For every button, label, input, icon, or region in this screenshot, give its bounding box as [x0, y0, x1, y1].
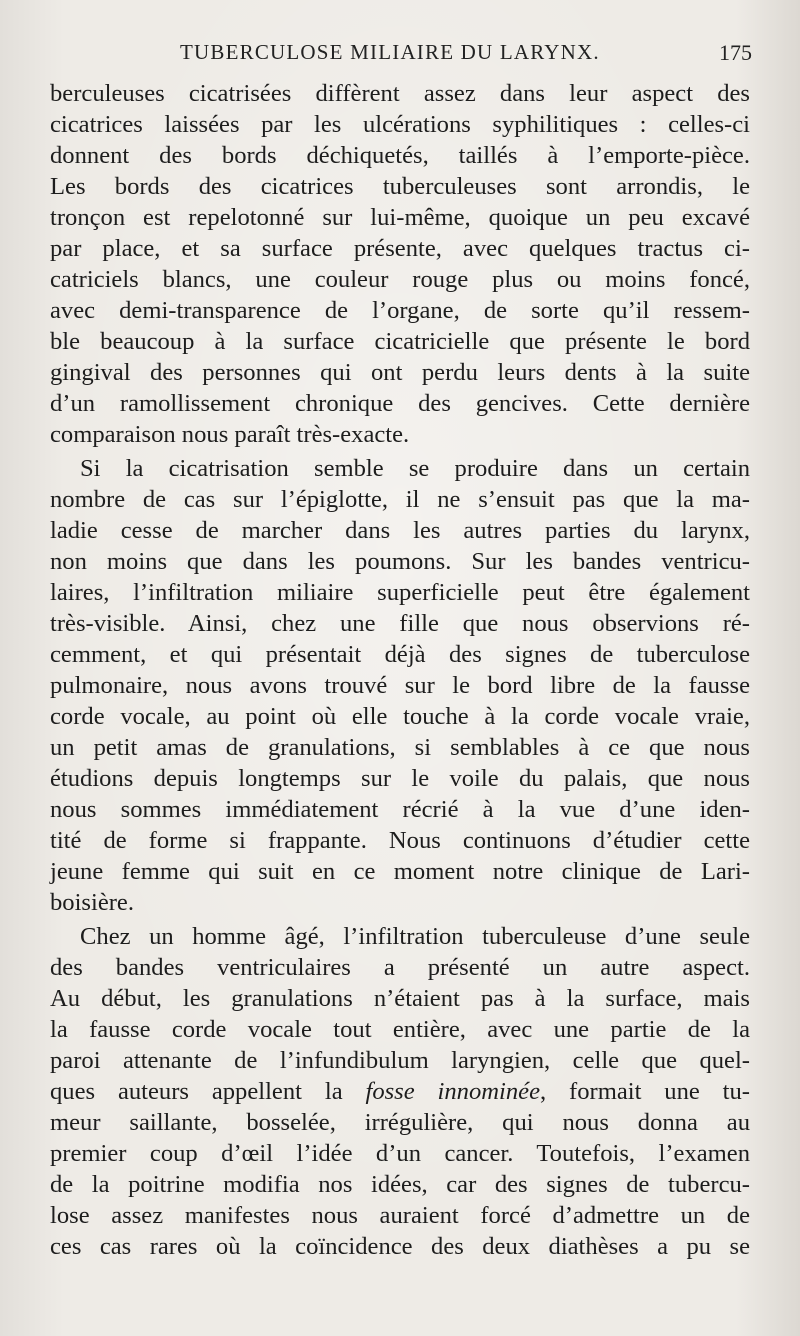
page-header: [50, 40, 752, 72]
text-line: tronçon est repelotonné sur lui-même, quoique un peu excavé: [50, 204, 750, 231]
paragraph: [50, 453, 750, 918]
running-head: TUBERCULOSE MILIAIRE DU LARYNX.: [180, 40, 600, 64]
text-line: avec demi-transparence de l’organe, de sorte qu’il ressem-: [50, 297, 750, 324]
text-line: lose assez manifestes nous auraient forcé d’admettre un de: [50, 1202, 750, 1229]
text-line: ces cas rares où la coïncidence des deux diathèses a pu se: [50, 1233, 750, 1260]
text-line: Les bords des cicatrices tuberculeuses sont arrondis, le: [50, 173, 750, 200]
text-line: gingival des personnes qui ont perdu leurs dents à la suite: [50, 359, 750, 386]
text-line: corde vocale, au point où elle touche à la corde vocale vraie,: [50, 703, 750, 730]
text-line: non moins que dans les poumons. Sur les bandes ventricu-: [50, 548, 750, 575]
paragraph: [50, 78, 750, 450]
text-line: jeune femme qui suit en ce moment notre clinique de Lari-: [50, 858, 750, 885]
text-line: paroi attenante de l’infundibulum laryngien, celle que quel-: [50, 1047, 750, 1074]
text-line: donnent des bords déchiquetés, taillés à l’emporte-pièce.: [50, 142, 750, 169]
text-line: la fausse corde vocale tout entière, avec une partie de la: [50, 1016, 750, 1043]
text-line: meur saillante, bosselée, irrégulière, qui nous donna au: [50, 1109, 750, 1136]
text-line: premier coup d’œil l’idée d’un cancer. Toutefois, l’examen: [50, 1140, 750, 1167]
text-line: par place, et sa surface présente, avec quelques tractus ci-: [50, 235, 750, 262]
paragraph: [50, 921, 750, 1262]
text-line: pulmonaire, nous avons trouvé sur le bord libre de la fausse: [50, 672, 750, 699]
text-line: catriciels blancs, une couleur rouge plus ou moins foncé,: [50, 266, 750, 293]
italic-term: fosse innominée: [365, 1078, 540, 1105]
text-line: d’un ramollissement chronique des gencives. Cette dernière: [50, 390, 750, 417]
text-line: berculeuses cicatrisées diffèrent assez dans leur aspect des: [50, 80, 750, 107]
text-line: Chez un homme âgé, l’infiltration tuberculeuse d’une seule: [80, 923, 750, 950]
text-line: Au début, les granulations n’étaient pas à la surface, mais: [50, 985, 750, 1012]
text-line: ble beaucoup à la surface cicatricielle que présente le bord: [50, 328, 750, 355]
text-line: nous sommes immédiatement récrié à la vue d’une iden-: [50, 796, 750, 823]
text-line: boisière.: [50, 889, 135, 916]
text-line: de la poitrine modifia nos idées, car des signes de tubercu-: [50, 1171, 750, 1198]
text-line: un petit amas de granulations, si semblables à ce que nous: [50, 734, 750, 761]
text-line: tité de forme si frappante. Nous continuons d’étudier cette: [50, 827, 750, 854]
text-line: des bandes ventriculaires a présenté un autre aspect.: [50, 954, 750, 981]
text-line: ladie cesse de marcher dans les autres parties du larynx,: [50, 517, 750, 544]
text-line: étudions depuis longtemps sur le voile du palais, que nous: [50, 765, 750, 792]
body-text: [50, 78, 750, 1262]
text-line: comparaison nous paraît très-exacte.: [50, 421, 410, 448]
text-line: cicatrices laissées par les ulcérations syphilitiques : celles-ci: [50, 111, 750, 138]
text-line: Si la cicatrisation semble se produire dans un certain: [80, 455, 750, 482]
text-line: cemment, et qui présentait déjà des signes de tuberculose: [50, 641, 750, 668]
text-line: nombre de cas sur l’épiglotte, il ne s’ensuit pas que la ma-: [50, 486, 750, 513]
text-line: laires, l’infiltration miliaire superficielle peut être également: [50, 579, 750, 606]
text-line: ques auteurs appellent la fosse innominée, formait une tu-: [50, 1078, 750, 1105]
page-number: 175: [719, 40, 752, 65]
text-line: très-visible. Ainsi, chez une fille que nous observions ré-: [50, 610, 750, 637]
